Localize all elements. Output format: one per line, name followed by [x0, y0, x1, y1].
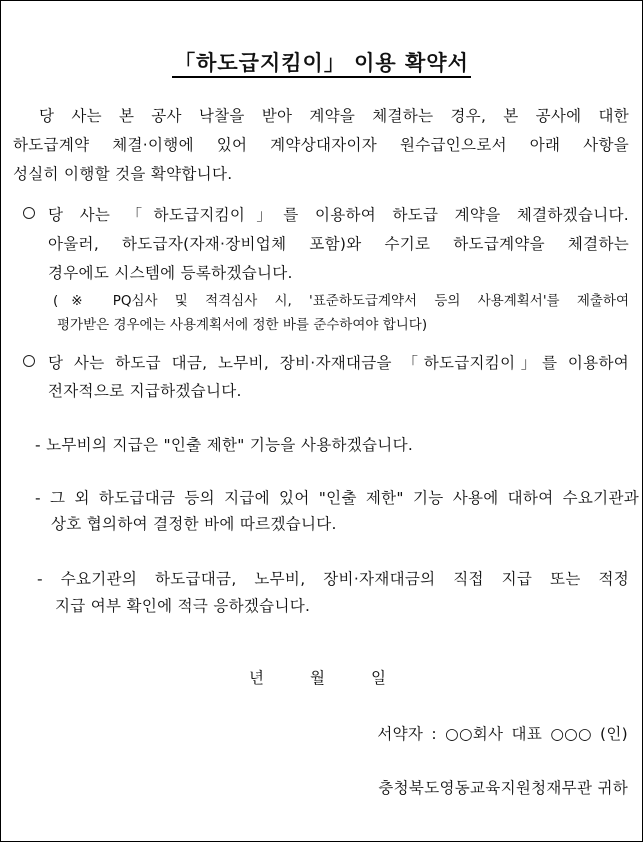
item2-line-1: 당 사는 하도급 대금, 노무비, 장비·자재대금을 「하도급지킴이」를 이용하여 [48, 354, 629, 372]
dash-item-2-line-1: - 그 외 하도급대금 등의 지급에 있어 "인출 제한" 기능 사용에 대하여 수요기관과 [35, 489, 639, 507]
item1-line-3: 경우에도 시스템에 등록하겠습니다. [48, 264, 293, 282]
recipient-line: 충청북도영동교육지원청재무관 귀하 [378, 779, 628, 797]
dash-item-3-line-1: - 수요기관의 하도급대금, 노무비, 장비·자재대금의 직접 지급 또는 적정 [37, 570, 629, 588]
dash-item-1: - 노무비의 지급은 "인출 제한" 기능을 사용하겠습니다. [35, 436, 414, 454]
intro-line-3: 성실히 이행할 것을 확약합니다. [13, 165, 233, 183]
item2-line-2: 전자적으로 지급하겠습니다. [48, 382, 242, 400]
intro-line-2: 하도급계약 체결·이행에 있어 계약상대자이자 원수급인으로서 아래 사항을 [13, 136, 629, 154]
dash-item-3-line-2: 지급 여부 확인에 적극 응하겠습니다. [55, 597, 311, 615]
document-title: 「하도급지킴이」 이용 확약서 [1, 47, 642, 77]
circle-bullet-icon [23, 355, 35, 367]
signer-line: 서약자 : ○○회사 대표 ○○○ (인) [377, 725, 628, 743]
item1-line-1: 당 사는 「하도급지킴이」를 이용하여 하도급 계약을 체결하겠습니다. [48, 206, 629, 224]
item1-line-2: 아울러, 하도급자(자재·장비업체 포함)와 수기로 하도급계약을 체결하는 [48, 235, 629, 253]
dash-item-2-line-2: 상호 협의하여 결정한 바에 따르겠습니다. [51, 515, 337, 533]
note-line-2: 평가받은 경우에는 사용계획서에 정한 바를 준수하여야 합니다) [57, 317, 428, 333]
note-line-1: (※ PQ심사 및 적격심사 시, '표준하도급계약서 등의 사용계획서'를 제출하여 [53, 293, 629, 309]
date-month: 월 [310, 669, 326, 687]
intro-line-1: 당 사는 본 공사 낙찰을 받아 계약을 체결하는 경우, 본 공사에 대한 [39, 107, 629, 125]
date-day: 일 [371, 669, 387, 687]
date-year: 년 [249, 669, 265, 687]
circle-bullet-icon [23, 207, 35, 219]
